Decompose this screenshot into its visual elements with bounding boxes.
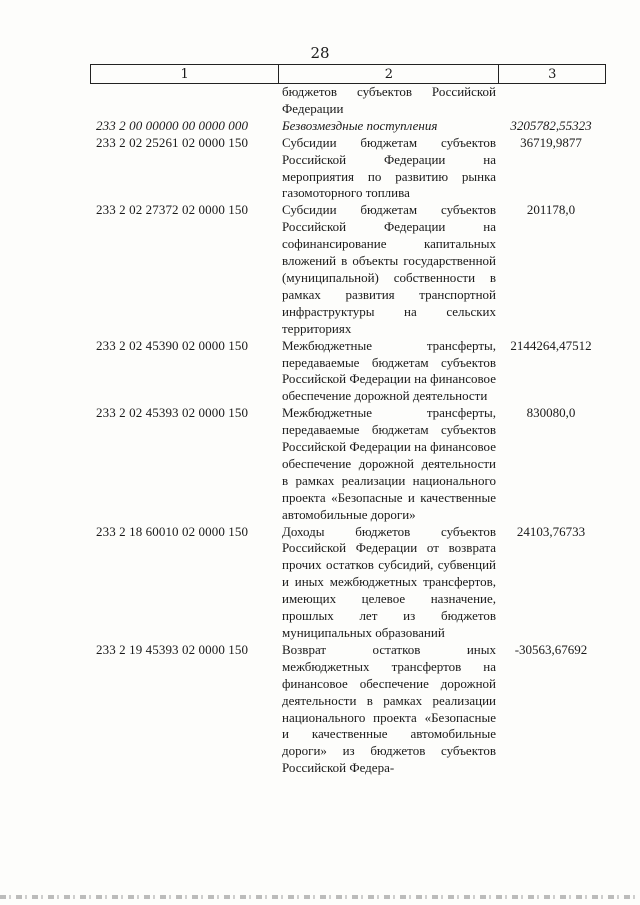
row-name: Субсидии бюджетам субъектов Российской Федерации на софинансирование капитальных вложений в объекты государственной (муниципальной) собственности в рамках развития транспортной инфраструктуры на сельских территориях xyxy=(282,202,496,336)
table-row xyxy=(90,84,606,118)
row-name: Возврат остатков иных межбюджетных трансфертов на финансовое обеспечение дорожной деятельности в рамках реализации национального проекта «Безопасные и качественные автомобильные дороги» из бюджетов субъектов Российской Федера- xyxy=(282,641,496,776)
row-name: бюджетов субъектов Российской Федерации xyxy=(282,84,496,116)
table-row xyxy=(90,202,606,337)
row-amount: 36719,9877 xyxy=(520,134,582,150)
row-code: 233 2 02 25261 02 0000 150 xyxy=(96,134,249,150)
table-row xyxy=(90,524,606,642)
scan-edge-artifact xyxy=(0,895,640,899)
table-row xyxy=(90,118,606,135)
table-header xyxy=(90,64,606,84)
row-amount: 830080,0 xyxy=(526,405,576,421)
row-name: Межбюджетные трансферты, передаваемые бюджетам субъектов Российской Федерации на финансовое обеспечение дорожной деятельности в рамках реализации национального проекта «Безопасные и качественные автомобильные дороги» xyxy=(282,405,496,522)
row-amount: 201178,0 xyxy=(526,202,576,218)
page-number: 28 xyxy=(310,44,330,62)
row-amount: 24103,76733 xyxy=(516,523,586,539)
table-row xyxy=(90,642,606,777)
table-row xyxy=(90,338,606,406)
row-amount: -30563,67692 xyxy=(514,641,588,657)
row-code: 233 2 18 60010 02 0000 150 xyxy=(96,523,249,539)
header-col-3: 3 xyxy=(548,66,557,82)
header-col-2: 2 xyxy=(279,65,499,83)
row-code: 233 2 02 45390 02 0000 150 xyxy=(96,337,249,353)
row-code: 233 2 19 45393 02 0000 150 xyxy=(96,641,249,657)
row-code: 233 2 02 27372 02 0000 150 xyxy=(96,202,249,218)
table-body xyxy=(90,84,606,777)
row-code: 233 2 02 45393 02 0000 150 xyxy=(96,405,249,421)
row-name: Межбюджетные трансферты, передаваемые бюджетам субъектов Российской Федерации на финансовое обеспечение дорожной деятельности xyxy=(282,337,496,404)
header-col-1: 1 xyxy=(91,65,279,83)
budget-table xyxy=(90,64,606,777)
row-amount: 2144264,47512 xyxy=(510,337,592,353)
row-amount: 3205782,55323 xyxy=(510,117,592,133)
table-row xyxy=(90,135,606,203)
row-name: Доходы бюджетов субъектов Российской Федерации от возврата прочих остатков субсидий, субвенций и иных межбюджетных трансфертов, имеющих целевое назначение, прошлых лет из бюджетов муниципальных образований xyxy=(282,523,496,640)
row-name: Безвозмездные поступления xyxy=(282,117,438,133)
row-name: Субсидии бюджетам субъектов Российской Федерации на мероприятия по развитию рынка газомоторного топлива xyxy=(282,134,496,201)
row-code: 233 2 00 00000 00 0000 000 xyxy=(96,117,249,133)
table-row xyxy=(90,405,606,523)
